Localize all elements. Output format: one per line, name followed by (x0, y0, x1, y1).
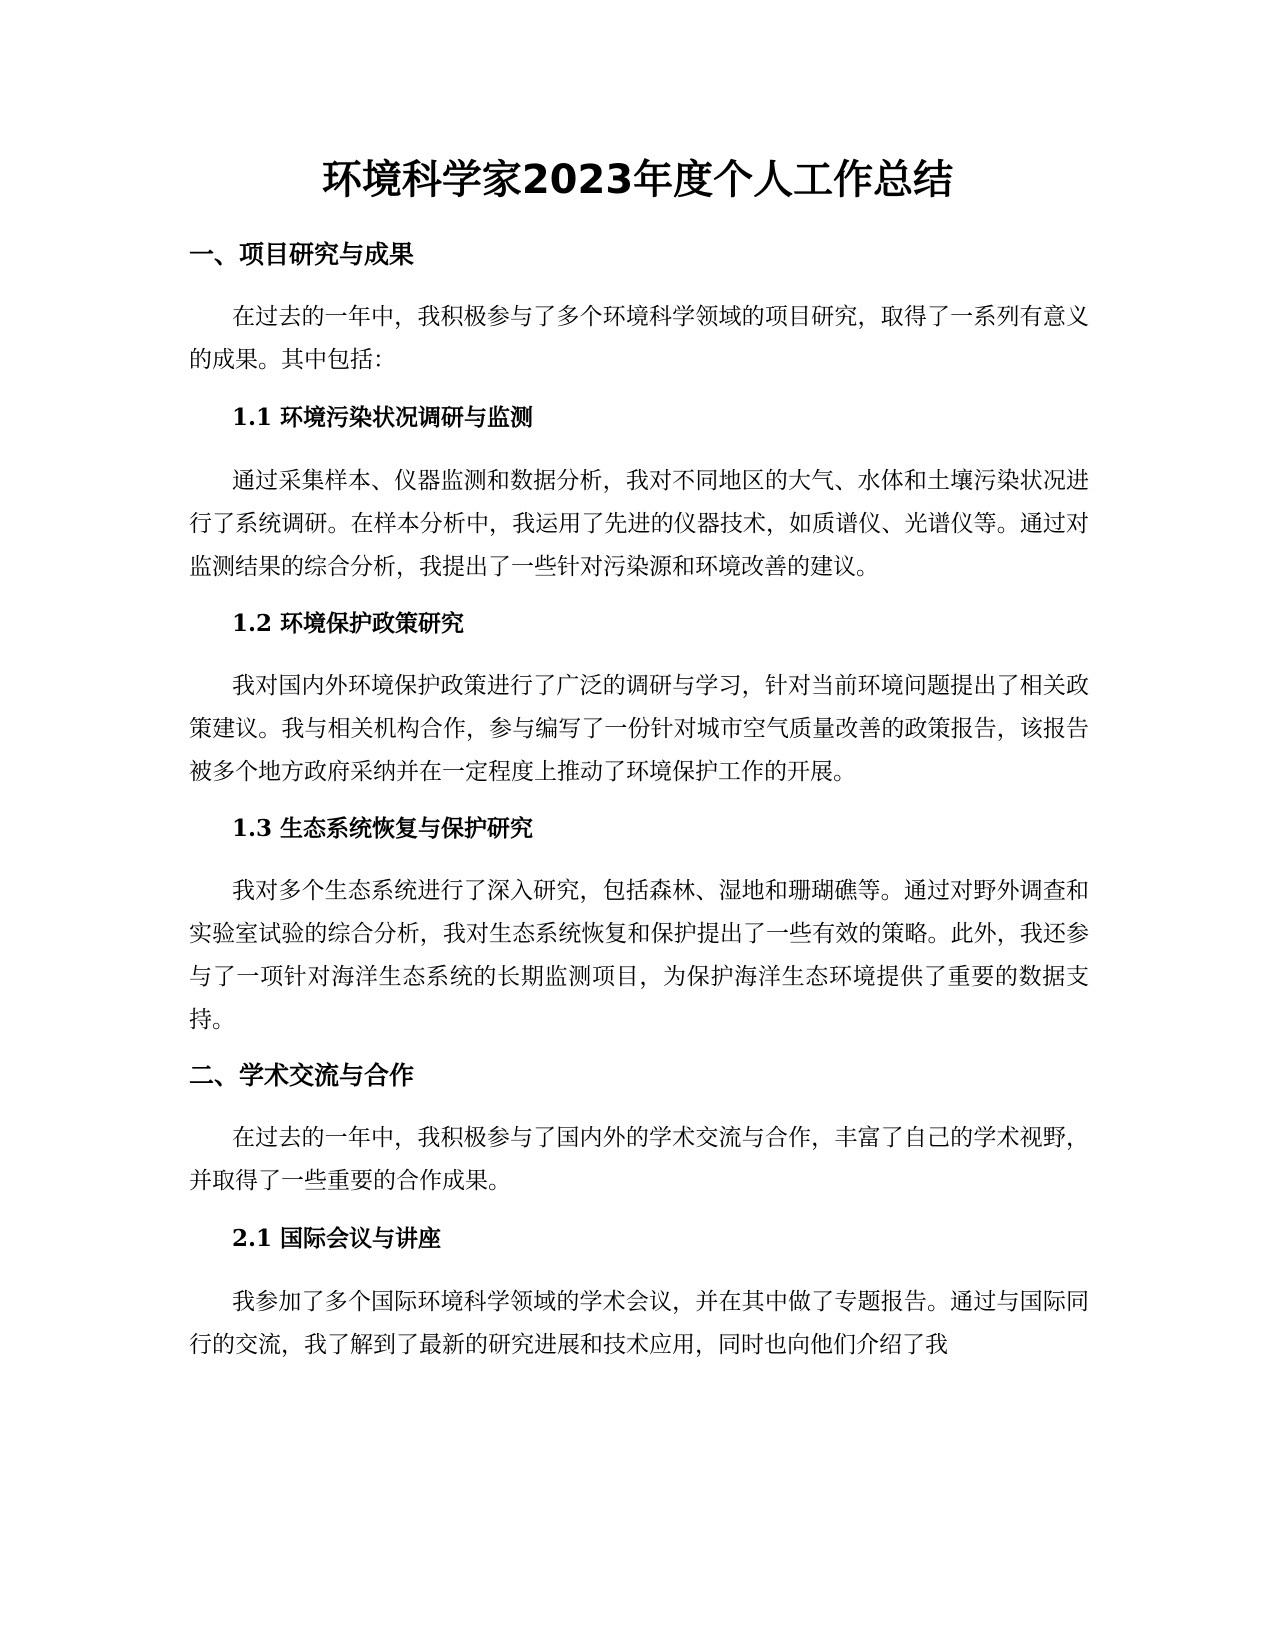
section-heading-1: 一、项目研究与成果 (189, 240, 415, 269)
subsection-heading-1-1: 1.1 环境污染状况调研与监测 (232, 404, 534, 431)
document-title: 环境科学家2023年度个人工作总结 (321, 157, 954, 203)
section-1-intro: 在过去的一年中，我积极参与了多个环境科学领域的项目研究，取得了一系列有意义的成果。其中包括： (189, 304, 1089, 373)
subsection-1-2-body: 我对国内外环境保护政策进行了广泛的调研与学习，针对当前环境问题提出了相关政策建议。我与相关机构合作，参与编写了一份针对城市空气质量改善的政策报告，该报告被多个地方政府采纳并在一定程度上推动了环境保护工作的开展。 (189, 673, 1089, 785)
subsection-heading-1-2: 1.2 环境保护政策研究 (232, 610, 465, 637)
subsection-heading-1-3: 1.3 生态系统恢复与保护研究 (232, 815, 534, 842)
section-heading-2: 二、学术交流与合作 (189, 1061, 415, 1090)
subsection-1-3-body: 我对多个生态系统进行了深入研究，包括森林、湿地和珊瑚礁等。通过对野外调查和实验室试验的综合分析，我对生态系统恢复和保护提出了一些有效的策略。此外，我还参与了一项针对海洋生态系统的长期监测项目，为保护海洋生态环境提供了重要的数据支持。 (189, 878, 1089, 1033)
subsection-2-1-body: 我参加了多个国际环境科学领域的学术会议，并在其中做了专题报告。通过与国际同行的交流，我了解到了最新的研究进展和技术应用，同时也向他们介绍了我 (189, 1289, 1089, 1358)
subsection-1-1-body: 通过采集样本、仪器监测和数据分析，我对不同地区的大气、水体和土壤污染状况进行了系统调研。在样本分析中，我运用了先进的仪器技术，如质谱仪、光谱仪等。通过对监测结果的综合分析，我提出了一些针对污染源和环境改善的建议。 (189, 468, 1089, 580)
subsection-heading-2-1: 2.1 国际会议与讲座 (232, 1225, 442, 1252)
section-2-intro: 在过去的一年中，我积极参与了国内外的学术交流与合作，丰富了自己的学术视野，并取得了一些重要的合作成果。 (189, 1125, 1089, 1194)
